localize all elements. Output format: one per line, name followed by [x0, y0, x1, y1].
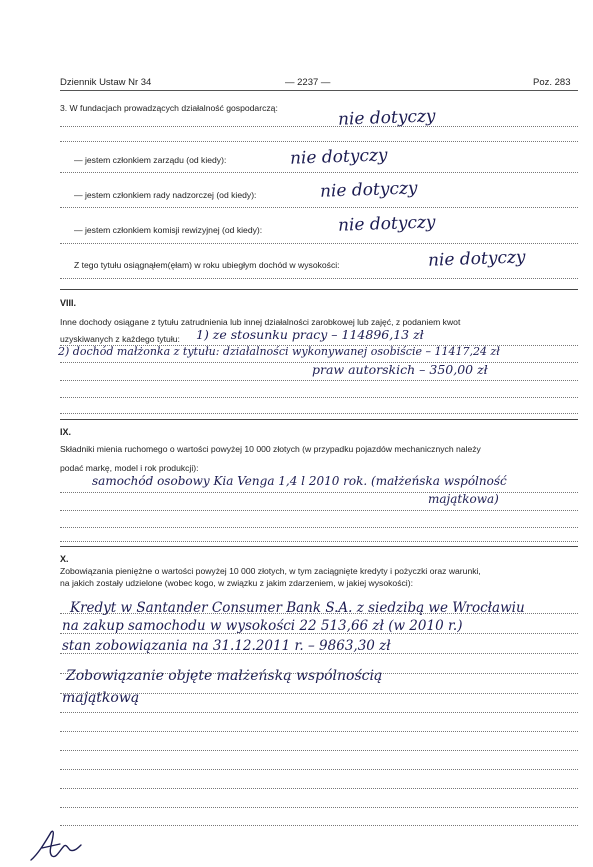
income-answer: nie dotyczy — [427, 247, 526, 271]
header-rule — [60, 90, 578, 91]
section-x-text-line2: na jakich zostały udzielone (wobec kogo, w związku z jakim zdarzeniem, w jakiej wysokości): — [60, 578, 413, 588]
section-ix-answer-line1: samochód osobowy Kia Venga 1,4 l 2010 rok. (małżeńska wspólność — [92, 474, 507, 488]
section-x-answer-line4: Zobowiązanie objęte małżeńską wspólnością — [66, 668, 383, 684]
board-label: — jestem członkiem zarządu (od kiedy): — [74, 155, 227, 165]
dotted-line — [60, 693, 578, 694]
journal-name: Dziennik Ustaw Nr 34 — [60, 77, 152, 88]
dotted-line — [60, 750, 578, 751]
q3-answer: nie dotyczy — [337, 106, 436, 130]
dotted-line — [60, 141, 578, 142]
dotted-line — [60, 492, 578, 493]
dotted-line — [60, 243, 578, 244]
dotted-line — [60, 527, 578, 528]
section-x-number: X. — [60, 554, 69, 564]
dotted-line — [60, 825, 578, 826]
dotted-line — [60, 278, 578, 279]
section-viii-number: VIII. — [60, 298, 77, 308]
section-viii-text-line2: uzyskiwanych z każdego tytułu: — [60, 334, 180, 344]
dotted-line — [60, 510, 578, 511]
dotted-line — [60, 807, 578, 808]
dotted-line — [60, 673, 578, 674]
board-answer: nie dotyczy — [289, 145, 388, 169]
audit-label: — jestem członkiem komisji rewizyjnej (od kiedy): — [74, 225, 263, 235]
dotted-line — [60, 413, 578, 414]
section-ix-text-line2: podać markę, model i rok produkcji): — [60, 463, 199, 473]
section-ix-number: IX. — [60, 427, 72, 437]
dotted-line — [60, 541, 578, 542]
section-viii-answer-line1: 1) ze stosunku pracy – 114896,13 zł — [196, 327, 424, 342]
dotted-line — [60, 172, 578, 173]
dotted-line — [60, 397, 578, 398]
section-x-answer-line2: na zakup samochodu w wysokości 22 513,66 zł (w 2010 r.) — [62, 618, 463, 634]
dotted-line — [60, 731, 578, 732]
audit-answer: nie dotyczy — [337, 212, 436, 236]
dotted-line — [60, 712, 578, 713]
section-viii-answer-line2: 2) dochód małżonka z tytułu: działalności wykonywanej osobiście – 11417,24 zł — [58, 345, 500, 358]
section-divider — [60, 289, 578, 290]
section-ix-answer-line2: majątkowa) — [428, 492, 499, 506]
section-viii-answer-line3: praw autorskich – 350,00 zł — [312, 362, 488, 377]
section-divider — [60, 546, 578, 547]
section-x-text-line1: Zobowiązania pieniężne o wartości powyżej 10 000 złotych, w tym zaciągnięte kredyty i pożyczki oraz warunki, — [60, 566, 481, 576]
dotted-line — [60, 207, 578, 208]
income-label: Z tego tytułu osiągnąłem(ęłam) w roku ubiegłym dochód w wysokości: — [74, 260, 340, 270]
signature-initials — [28, 826, 84, 864]
section-x-answer-line3: stan zobowiązania na 31.12.2011 r. – 9863,30 zł — [62, 638, 391, 654]
page-number: — 2237 — — [285, 77, 331, 88]
dotted-line — [60, 380, 578, 381]
section-viii-text-line1: Inne dochody osiągane z tytułu zatrudnienia lub innej działalności zarobkowej lub zajęć, z podaniem kwot — [60, 317, 461, 327]
section-divider — [60, 419, 578, 420]
dotted-line — [60, 126, 578, 127]
position-number: Poz. 283 — [533, 77, 571, 88]
dotted-line — [60, 653, 578, 654]
section-ix-text-line1: Składniki mienia ruchomego o wartości powyżej 10 000 złotych (w przypadku pojazdów mechanicznych należy — [60, 444, 481, 454]
dotted-line — [60, 613, 578, 614]
supervisory-label: — jestem członkiem rady nadzorczej (od kiedy): — [74, 190, 257, 200]
supervisory-answer: nie dotyczy — [319, 178, 418, 202]
q3-label: 3. W fundacjach prowadzących działalność gospodarczą: — [60, 103, 278, 113]
dotted-line — [60, 769, 578, 770]
section-x-answer-line5: majątkową — [62, 690, 140, 706]
section-x-answer-line1: Kredyt w Santander Consumer Bank S.A. z siedzibą we Wrocławiu — [70, 600, 525, 616]
dotted-line — [60, 633, 578, 634]
dotted-line — [60, 788, 578, 789]
